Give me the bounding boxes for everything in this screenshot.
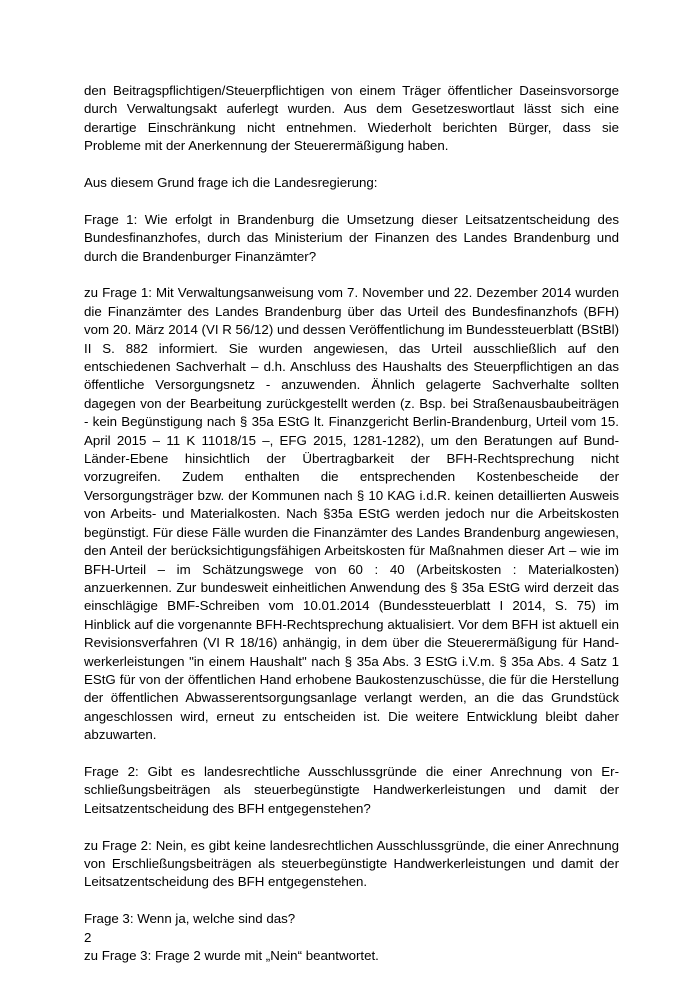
- paragraph-answer-2: zu Frage 2: Nein, es gibt keine landesrechtlichen Ausschlussgründe, die einer Anrechnung von Erschließungsbeiträgen als steuerbegünstigte Handwerkerleistungen und damit der Leitsatzentscheidung des BFH entgegenstehen.: [84, 837, 619, 890]
- paragraph-answer-1: zu Frage 1: Mit Verwaltungsanweisung vom 7. November und 22. Dezember 2014 wurden die Finanzämter des Landes Brandenburg über das Urteil des Bundesfinanzhofs (BFH) vom 20. März 2014 (VI R 56/12) und dessen Veröffentlichung im Bundessteuerblatt (BStBl) II S. 882 informiert. Sie wurden angewiesen, das Urteil ausschließlich auf den entschiedenen Sachverhalt – d.h. Anschluss des Haushalts des Steuerpflichtigen an das öffentliche Versorgungsnetz - anzuwenden. Ähnlich gelagerte Sachverhalte sollten dagegen von der Bearbeitung zurückgestellt werden (z. Bsp. bei Straßenausbaubeiträgen - kein Begünstigung nach § 35a EStG lt. Finanzgericht Berlin-Brandenburg, Urteil vom 15. April 2015 – 11 K 11018/15 –, EFG 2015, 1281-1282), um den Beratungen auf Bund-Länder-Ebene hinsichtlich der Übertragbarkeit der BFH-Rechtsprechung nicht vorzugreifen. Zudem enthalten die entsprechenden Kostenbescheide der Versorgungsträger bzw. der Kommunen nach § 10 KAG i.d.R. keinen detaillierten Ausweis von Arbeits- und Materialkosten. Nach §35a EStG werden jedoch nur die Arbeitskosten begünstigt. Für diese Fälle wurden die Finanzämter des Landes Brandenburg angewiesen, den Anteil der berücksichtigungsfähigen Arbeitskosten für Maßnahmen dieser Art – wie im BFH-Urteil – im Schätzungswege von 60 : 40 (Arbeitskosten : Materialkosten) anzuerkennen. Zur bundesweit einheitlichen Anwendung des § 35a EStG wird derzeit das einschlägige BMF-Schreiben vom 10.01.2014 (Bundessteuerblatt I 2014, S. 75) im Hinblick auf die vorgenannte BFH-Rechtsprechung aktualisiert. Vor dem BFH ist aktuell ein Revisionsverfahren (VI R 18/16) anhängig, in dem über die Steuerermäßigung für Handwerkerleistungen "in einem Haushalt" nach § 35a Abs. 3 EStG i.V.m. § 35a Abs. 4 Satz 1 EStG für von der öffentlichen Hand erhobene Baukostenzuschüsse, die für die Herstellung der öffentlichen Abwasserentsorgungsanlage verlangt werden, an die das Grundstück angeschlossen wird, erneut zu entscheiden ist. Die weitere Entwicklung bleibt daher abzuwarten.: [84, 285, 619, 743]
- paragraph-intro-continuation: den Beitragspflichtigen/Steuerpflichtigen von einem Träger öffentlicher Daseinsvorsorge durch Verwaltungsakt auferlegt wurden. Aus dem Gesetzeswortlaut lässt sich eine derartige Einschränkung nicht entnehmen. Wiederholt berichten Bürger, dass sie Probleme mit der Anerkennung der Steuerermäßigung haben.: [84, 83, 619, 154]
- page-number: 2: [84, 930, 92, 945]
- document-body: [84, 82, 619, 965]
- paragraph-question-2: Frage 2: Gibt es landesrechtliche Ausschlussgründe die einer Anrechnung von Erschließungsbeiträgen als steuerbegünstigte Handwerkerleistungen und damit der Leitsatzentscheidung des BFH entgegenstehen?: [84, 763, 619, 816]
- paragraph-question-1: Frage 1: Wie erfolgt in Brandenburg die Umsetzung dieser Leitsatzentscheidung des Bundesfinanzhofes, durch das Ministerium der Finanzen des Landes Brandenburg und durch die Brandenburger Finanzämter?: [84, 211, 619, 264]
- paragraph-question-3: Frage 3: Wenn ja, welche sind das?: [84, 911, 296, 927]
- paragraph-answer-3: zu Frage 3: Frage 2 wurde mit „Nein“ beantwortet.: [84, 947, 379, 963]
- paragraph-question-lead: Aus diesem Grund frage ich die Landesregierung:: [84, 175, 378, 191]
